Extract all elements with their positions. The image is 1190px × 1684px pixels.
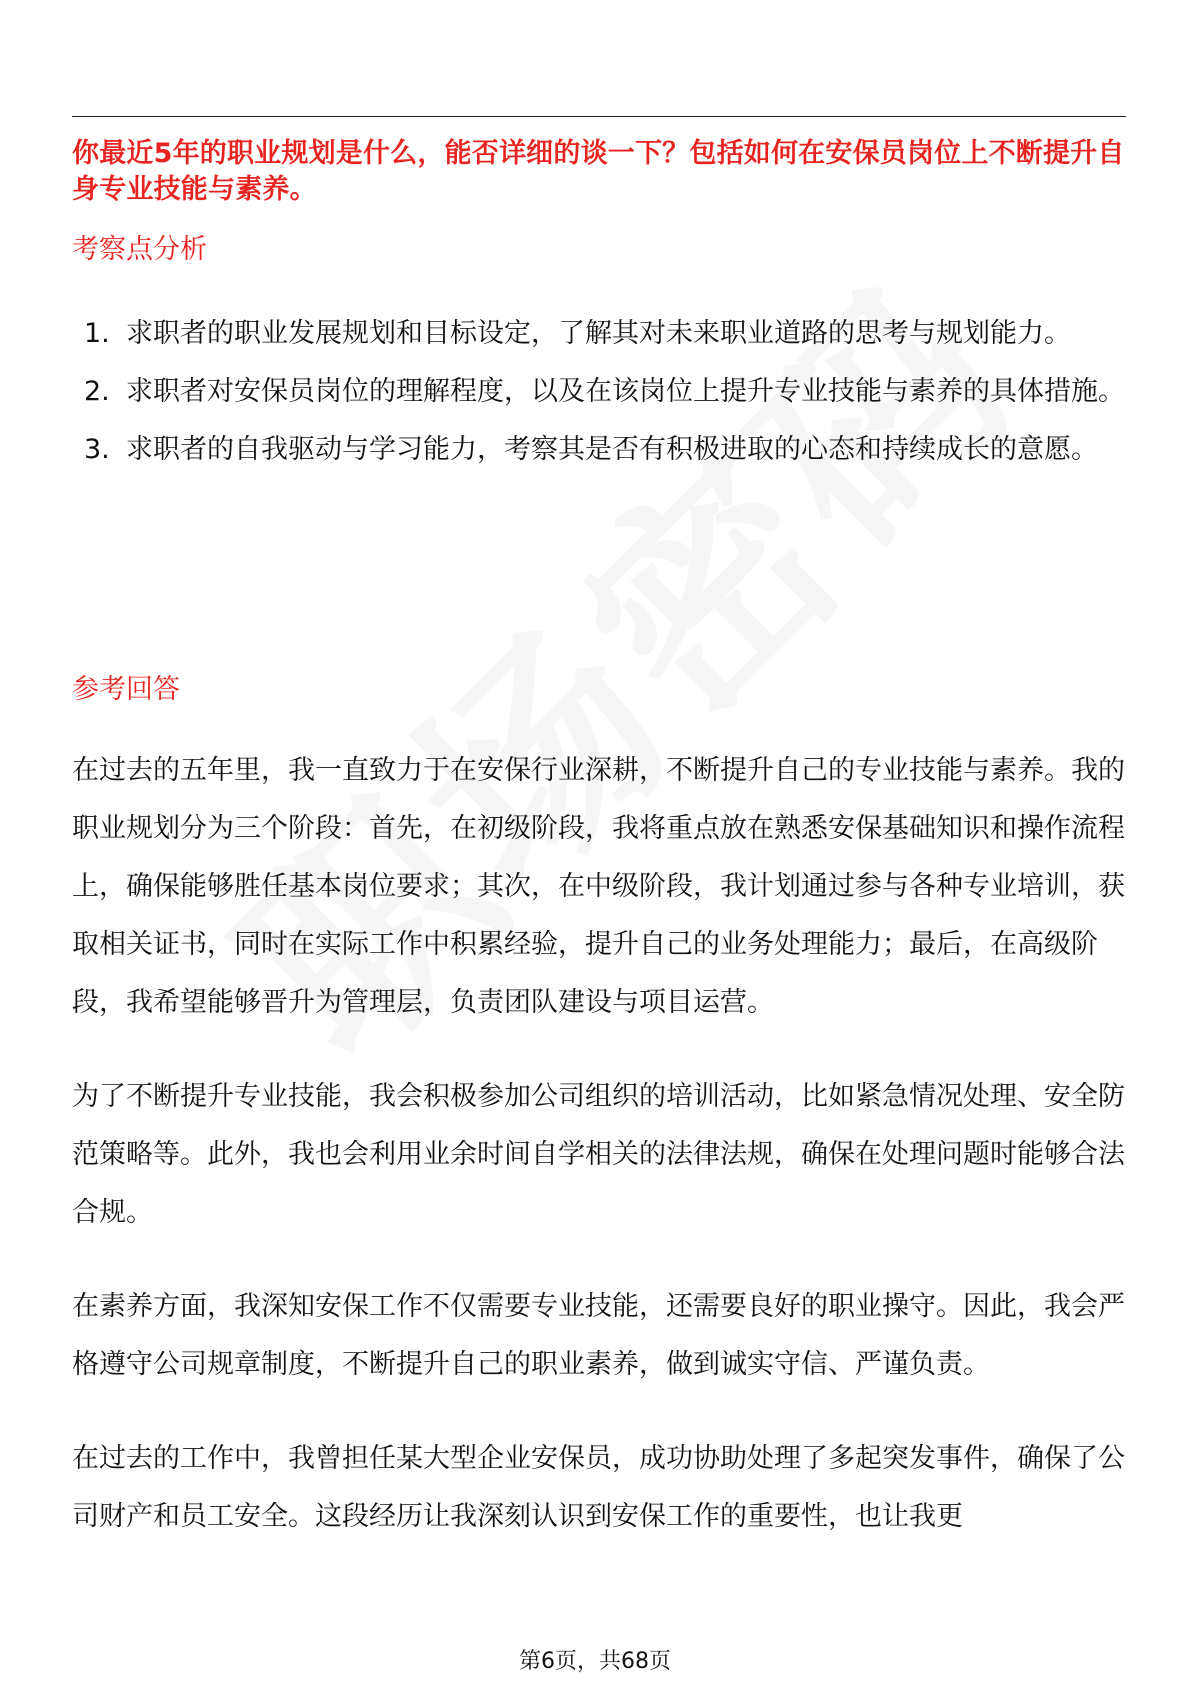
point-text: 求职者的自我驱动与学习能力，考察其是否有积极进取的心态和持续成长的意愿。: [126, 434, 1098, 465]
point-number: 2.: [84, 376, 110, 407]
point-number: 3.: [84, 434, 110, 465]
point-text: 求职者对安保员岗位的理解程度，以及在该岗位上提升专业技能与素养的具体措施。: [126, 376, 1125, 407]
top-rule: [72, 116, 1126, 117]
question-title: 你最近5年的职业规划是什么，能否详细的谈一下？包括如何在安保员岗位上不断提升自身专业技能与素养。: [72, 138, 1125, 205]
answer-paragraph: 在过去的工作中，我曾担任某大型企业安保员，成功协助处理了多起突发事件，确保了公司财产和员工安全。这段经历让我深刻认识到安保工作的重要性，也让我更: [72, 1443, 1125, 1532]
point-number: 1.: [84, 318, 110, 349]
point-text: 求职者的职业发展规划和目标设定，了解其对未来职业道路的思考与规划能力。: [126, 318, 1071, 349]
analysis-points: [72, 305, 1126, 479]
analysis-point: [72, 363, 1126, 421]
analysis-heading: 考察点分析: [72, 234, 207, 265]
answer-heading: 参考回答: [72, 674, 180, 705]
answer-paragraph: 在过去的五年里，我一直致力于在安保行业深耕，不断提升自己的专业技能与素养。我的职业规划分为三个阶段：首先，在初级阶段，我将重点放在熟悉安保基础知识和操作流程上，确保能够胜任基本岗位要求；其次，在中级阶段，我计划通过参与各种专业培训，获取相关证书，同时在实际工作中积累经验，提升自己的业务处理能力；最后，在高级阶段，我希望能够晋升为管理层，负责团队建设与项目运营。: [72, 755, 1125, 1018]
analysis-point: [72, 421, 1126, 479]
analysis-point: [72, 305, 1126, 363]
answer-paragraph: 为了不断提升专业技能，我会积极参加公司组织的培训活动，比如紧急情况处理、安全防范策略等。此外，我也会利用业余时间自学相关的法律法规，确保在处理问题时能够合法合规。: [72, 1081, 1125, 1228]
answer-body: [72, 742, 1126, 1582]
page-footer: 第6页，共68页: [519, 1649, 671, 1674]
document-page: [72, 0, 1126, 1684]
answer-paragraph: 在素养方面，我深知安保工作不仅需要专业技能，还需要良好的职业操守。因此，我会严格遵守公司规章制度，不断提升自己的职业素养，做到诚实守信、严谨负责。: [72, 1291, 1125, 1380]
